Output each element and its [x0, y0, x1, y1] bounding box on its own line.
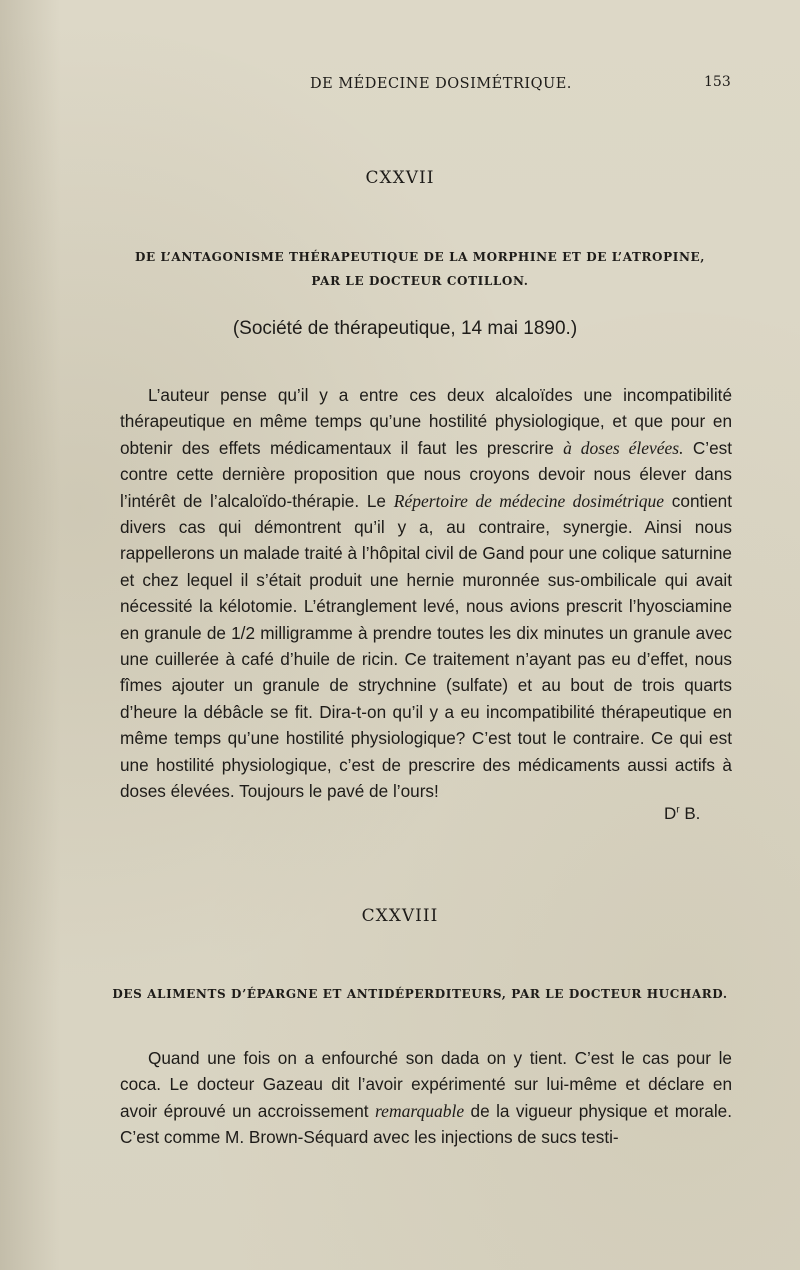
article-title	[90, 982, 750, 1006]
article-title-line: DES ALIMENTS D’ÉPARGNE ET ANTIDÉPERDITEURS, PAR LE DOCTEUR HUCHARD.	[112, 987, 728, 1001]
article-body	[120, 382, 732, 805]
page-gutter-shadow	[0, 0, 60, 1270]
emphasis: remarquable	[375, 1100, 465, 1121]
body-text-run: Quand une fois on a enfourché son dada on y tient. C’est le cas pour le coca. Le docteur Gazeau dit l’avoir expérimenté sur lui-même et déclare en avoir éprouvé un accroissement	[120, 1048, 732, 1121]
article-number: CXXVII	[365, 168, 435, 188]
article-title	[110, 245, 730, 293]
signature	[664, 804, 700, 824]
body-text-run: de la vigueur physique et morale. C’est comme M. Brown-Séquard avec les injections de sucs testi-	[120, 1100, 733, 1148]
article-body	[120, 1045, 732, 1151]
signature-superscript: r	[676, 804, 680, 816]
article-source: (Société de thérapeutique, 14 mai 1890.)	[232, 318, 578, 339]
page-number: 153	[704, 74, 731, 90]
article-number: CXXVIII	[361, 906, 439, 926]
emphasis: à doses élevées.	[563, 437, 684, 458]
body-text-run: L’auteur pense qu’il y a entre ces deux alcaloïdes une incompatibilité thérapeutique en même temps qu’une hostilité physiologique, et que pour en obtenir des effets médicamentaux il faut les prescrire	[120, 385, 732, 458]
article-title-line: DE L’ANTAGONISME THÉRAPEUTIQUE DE LA MORPHINE ET DE L’ATROPINE,	[134, 250, 706, 264]
body-text-run: C’est contre cette dernière proposition que nous croyons devoir nous élever dans l’intérêt de l’alcaloïdo-thérapie. Le	[120, 437, 732, 511]
article-title-line: PAR LE DOCTEUR COTILLON.	[311, 274, 529, 288]
running-head: DE MÉDECINE DOSIMÉTRIQUE.	[310, 76, 572, 92]
body-text-run: contient divers cas qui démontrent qu’il y a, au contraire, synergie. Ainsi nous rappellerons un malade traité à l’hôpital civil de Gand pour une colique saturnine et chez lequel il s’était produit une hernie muronnée sus-ombilicale qui avait nécessité la kélotomie. L’étranglement levé, nous avions prescrit l’hyosciamine en granule de 1/2 milligramme à prendre toutes les dix minutes un granule avec une cuillerée à café d’huile de ricin. Ce traitement n’ayant pas eu d’effet, nous fîmes ajouter un granule de strychnine (sulfate) et au bout de trois quarts d’heure la débâcle se fit. Dira-t-on qu’il y a eu incompatibilité thérapeutique en même temps qu’une hostilité physiologique? C’est tout le contraire. Ce qui est une hostilité physiologique, c’est de prescrire des médicaments aussi actifs à doses élevées. Toujours le pavé de l’ours!	[120, 490, 732, 802]
paragraph	[120, 382, 732, 805]
emphasis: Répertoire de médecine dosimétrique	[393, 490, 665, 511]
signature-name: B.	[679, 804, 701, 823]
paragraph	[120, 1045, 732, 1151]
signature-prefix: D	[664, 804, 677, 823]
